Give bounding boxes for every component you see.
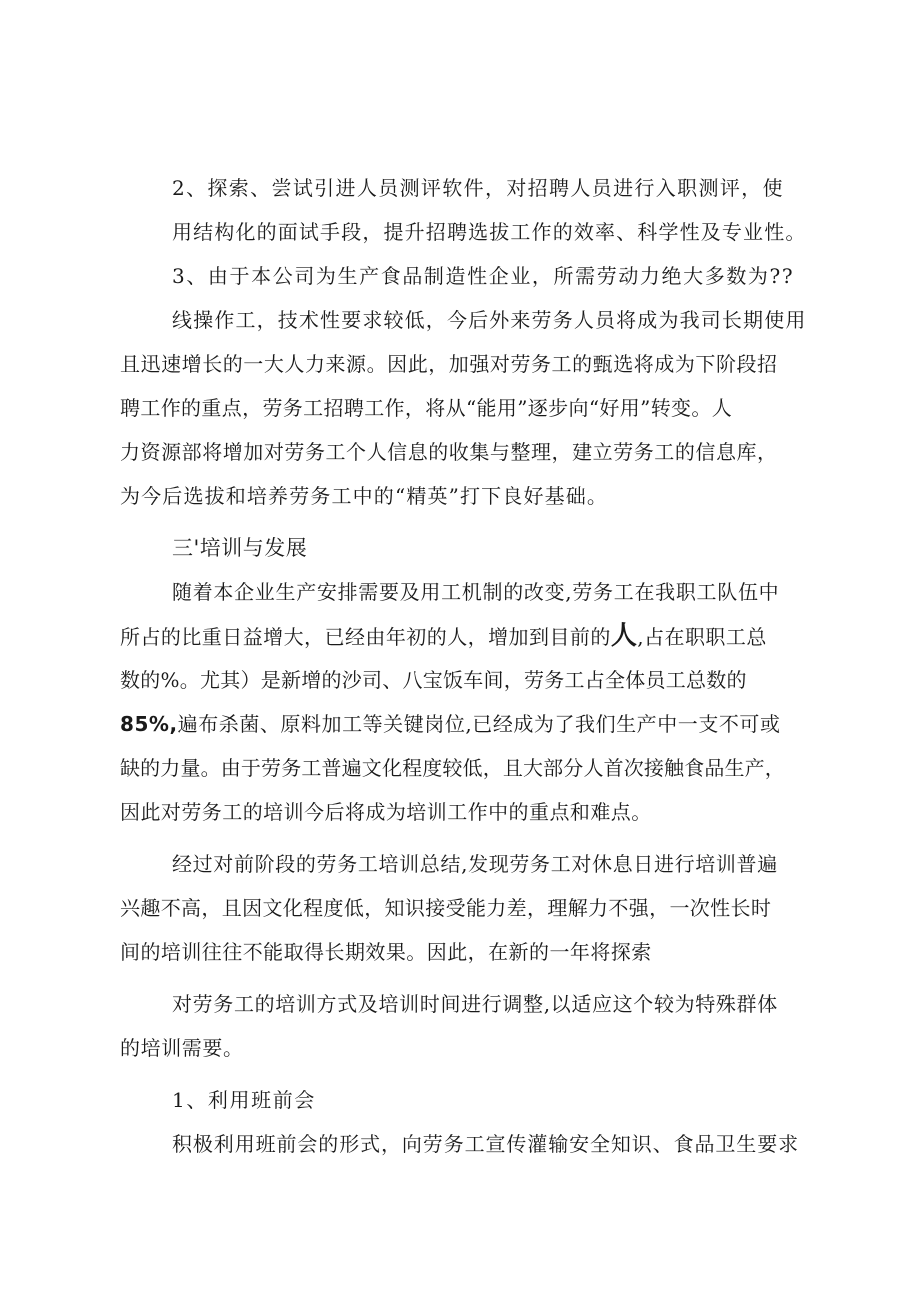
inline-text-bold: 85%, [120,712,178,736]
paragraph-line: 缺的力量。由于劳务工普遍文化程度较低，且大部分人首次接触食品生产， [120,756,785,780]
paragraph-line: 力资源部将增加对劳务工个人信息的收集与整理，建立劳务工的信息库， [120,440,778,464]
paragraph-line: 用结构化的面试手段，提升招聘选拔工作的效率、科学性及专业性。 [172,220,807,244]
paragraph-line: 积极利用班前会的形式，向劳务工宣传灌输安全知识、食品卫生要求 [172,1132,799,1156]
paragraph-line: 随着本企业生产安排需要及用工机制的改变,劳务工在我职工队伍中 [172,580,780,604]
paragraph-line: 经过对前阶段的劳务工培训总结,发现劳务工对休息日进行培训普遍 [172,852,778,876]
paragraph-line: 对劳务工的培训方式及培训时间进行调整,以适应这个较为特殊群体 [172,992,778,1016]
paragraph-line: 间的培训往往不能取得长期效果。因此，在新的一年将探索 [120,940,652,964]
paragraph-line: 聘工作的重点，劳务工招聘工作，将从“能用”逐步向“好用”转变。人 [120,396,733,420]
paragraph-line: 3、由于本公司为生产食品制造性企业，所需劳动力绝大多数为?? [172,264,795,288]
inline-text: ,占在职职工总 [637,625,767,649]
inline-text: 所占的比重日益增大，已经由年初的人，增加到目前的 [120,625,611,649]
paragraph-line: 数的%。尤其）是新增的沙司、八宝饭车间，劳务工占全体员工总数的 [120,668,747,692]
inline-text-emphasis: 人 [610,621,638,651]
paragraph-line: 为今后选拔和培养劳务工中的“精英”打下良好基础。 [120,484,609,508]
paragraph-line: 兴趣不高，且因文化程度低，知识接受能力差，理解力不强，一次性长时 [120,896,772,920]
paragraph-line: 线操作工，技术性要求较低，今后外来劳务人员将成为我司长期使用 [172,308,807,332]
inline-text: 遍布杀菌、原料加工等关键岗位,已经成为了我们生产中一支不可或 [177,712,781,736]
paragraph-line [120,621,767,651]
subsection-heading: 1、利用班前会 [172,1088,316,1112]
paragraph-line: 2、探索、尝试引进人员测评软件，对招聘人员进行入职测评，使 [172,176,784,200]
paragraph-line: 因此对劳务工的培训今后将成为培训工作中的重点和难点。 [120,800,652,824]
paragraph-line: 的培训需要。 [120,1036,244,1060]
paragraph-line [120,709,781,739]
section-heading: 三'培训与发展 [172,536,308,560]
paragraph-line: 且迅速增长的一大人力来源。因此，加强对劳务工的甄选将成为下阶段招 [120,352,778,376]
